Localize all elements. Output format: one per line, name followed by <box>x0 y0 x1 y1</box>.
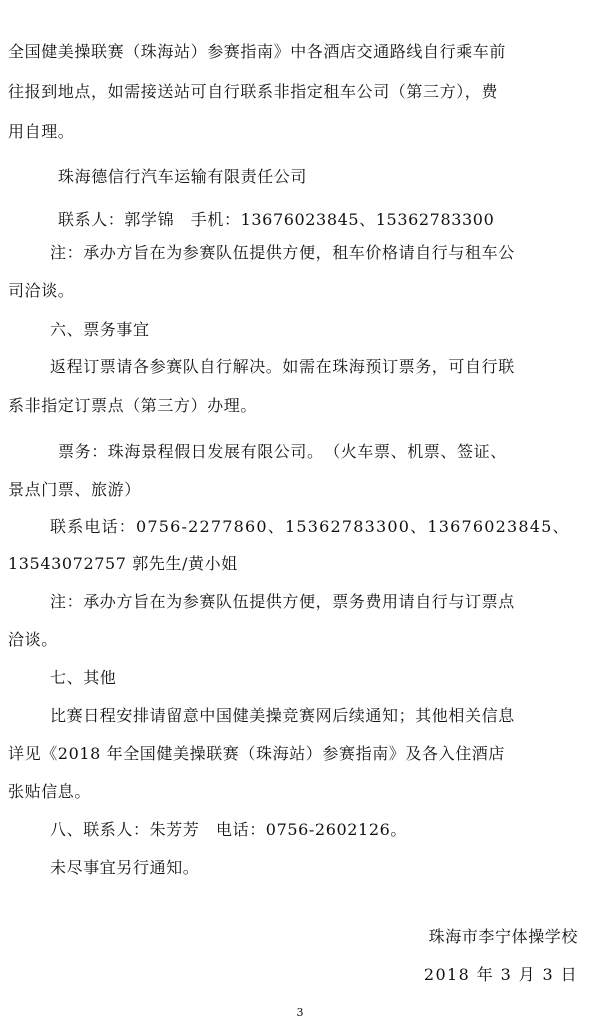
closing-note: 未尽事宜另行通知。 <box>50 858 200 877</box>
text-line-3: 用自理。 <box>8 122 75 141</box>
ticket-agency-line-1: 票务：珠海景程假日发展有限公司。 （火车票、机票、签证、 <box>58 442 507 461</box>
text-line-2: 往报到地点，如需接送站可自行联系非指定租车公司（第三方），费 <box>8 82 499 101</box>
signature-date: 2018 年 3 月 3 日 <box>423 965 578 984</box>
ticket-agency-line-2: 景点门票、旅游） <box>8 480 141 499</box>
tickets-text-line-1: 返程订票请各参赛队自行解决。如需在珠海预订票务，可自行联 <box>50 357 515 376</box>
car-rental-note-line-1: 注：承办方旨在为参赛队伍提供方便，租车价格请自行与租车公 <box>50 243 515 262</box>
section-heading-tickets: 六、票务事宜 <box>50 320 150 339</box>
section-heading-contact: 八、联系人：朱芳芳 电话：0756-2602126。 <box>50 820 407 839</box>
other-text-line-3: 张贴信息。 <box>8 782 92 801</box>
page-number: 3 <box>296 1006 304 1019</box>
ticket-phone-line-1: 联系电话：0756-2277860、15362783300、13676023845、 <box>50 517 570 536</box>
other-text-line-2: 详见《2018 年全国健美操联赛（珠海站）参赛指南》及各入住酒店 <box>8 744 506 763</box>
tickets-note-line-2: 洽谈。 <box>8 630 58 649</box>
signature-organization: 珠海市李宁体操学校 <box>428 927 578 946</box>
other-text-line-1: 比赛日程安排请留意中国健美操竞赛网后续通知；其他相关信息 <box>50 706 515 725</box>
text-line-1: 全国健美操联赛（珠海站）参赛指南》中各酒店交通路线自行乘车前 <box>8 42 507 61</box>
company-name-car-rental: 珠海德信行汽车运输有限责任公司 <box>58 167 308 186</box>
tickets-text-line-2: 系非指定订票点（第三方）办理。 <box>8 396 258 415</box>
section-heading-other: 七、其他 <box>50 668 117 687</box>
car-rental-note-line-2: 司洽谈。 <box>8 281 75 300</box>
ticket-phone-line-2: 13543072757 郭先生/黄小姐 <box>8 554 238 573</box>
tickets-note-line-1: 注：承办方旨在为参赛队伍提供方便，票务费用请自行与订票点 <box>50 592 515 611</box>
car-rental-contact: 联系人：郭学锦 手机：13676023845、15362783300 <box>58 210 495 229</box>
